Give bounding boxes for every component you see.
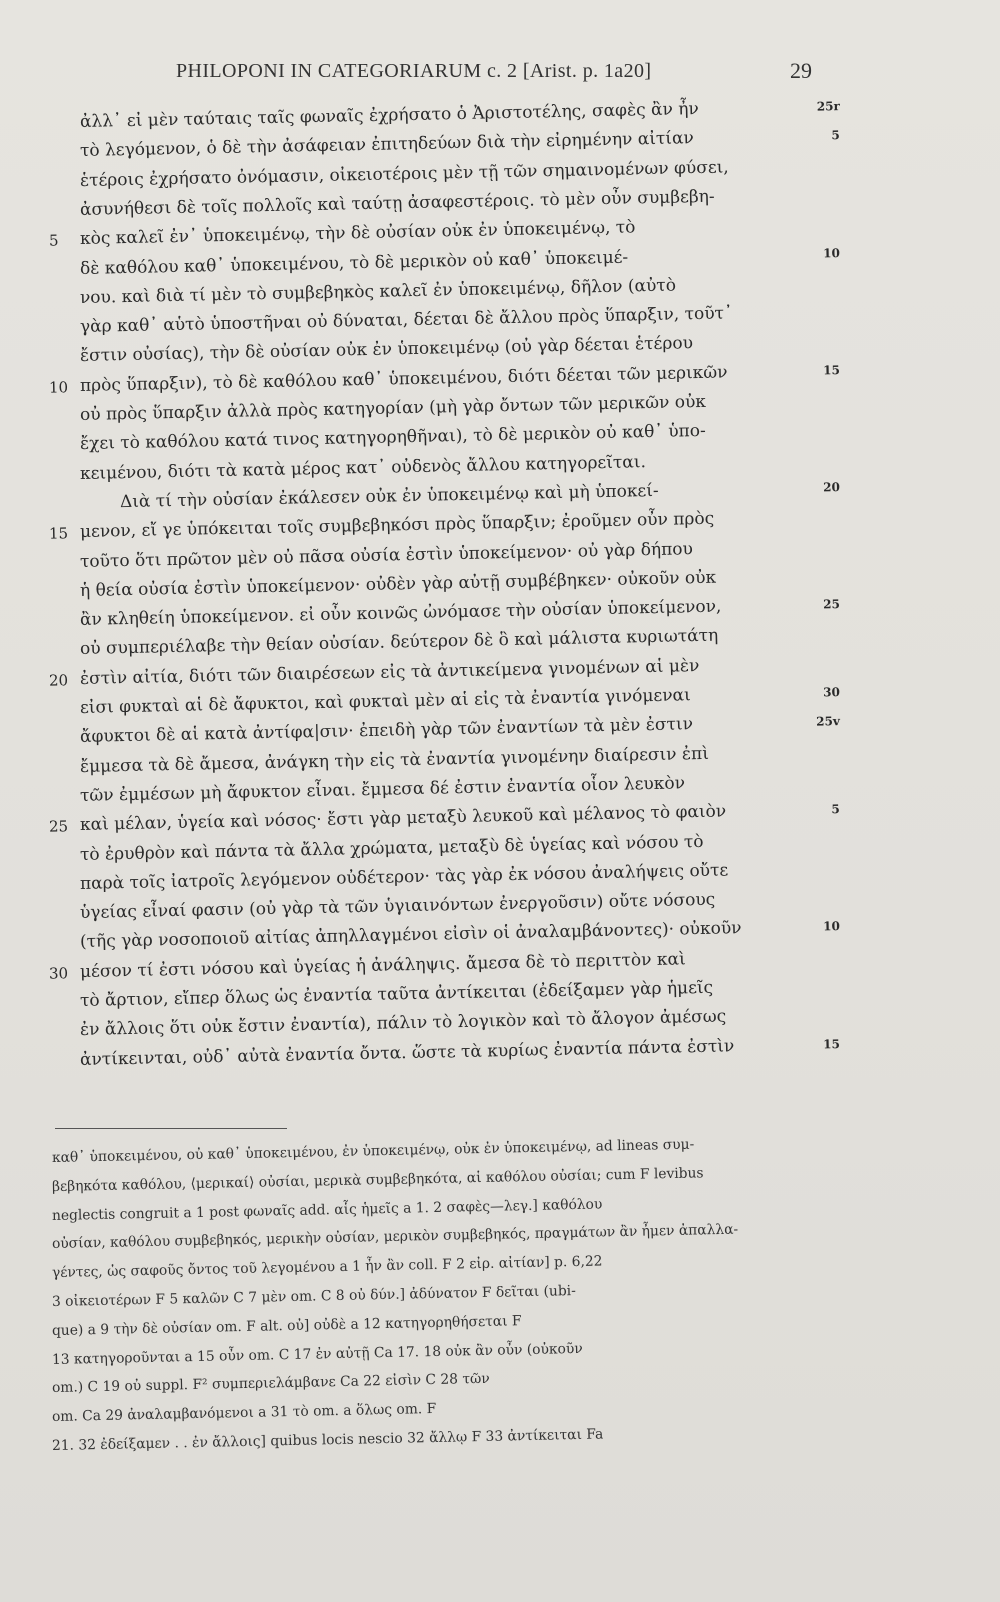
line-number-right: 30 bbox=[822, 685, 840, 700]
text-line bbox=[80, 829, 820, 864]
text-line-content: ἔμμεσα τὰ δὲ ἄμεσα, ἀνάγκη τὴν εἰς τὰ ἐναντία γινομένην διαίρεσιν ἐπὶ bbox=[79, 743, 710, 777]
text-line-content: οὐ συμπεριέλαβε τὴν θείαν οὐσίαν. δεύτερον δὲ ὃ καὶ μάλιστα κυριωτάτη bbox=[79, 626, 719, 660]
text-line-content: ἀλλ᾽ εἰ μὲν ταύταις ταῖς φωναῖς ἐχρήσατο ὁ Ἀριστοτέλης, σαφὲς ἂν ἦν bbox=[79, 99, 699, 132]
text-line bbox=[79, 917, 840, 953]
text-line bbox=[79, 97, 840, 132]
text-line-content: ἄφυκτοι δὲ αἱ κατὰ ἀντίφα|σιν· ἐπειδὴ γὰρ τῶν ἐναντίων τὰ μὲν ἐστιν bbox=[79, 714, 694, 748]
line-number-right: 25r bbox=[816, 99, 840, 114]
text-line bbox=[80, 419, 820, 454]
apparatus-line: neglectis congruit a 1 post φωναῖς add. αἷς ἡμεῖς a 1. 2 σαφὲς—λεγ.] καθόλου bbox=[51, 1196, 603, 1224]
line-number-right: 5 bbox=[831, 802, 840, 817]
text-line-content: κειμένου, διότι τὰ κατὰ μέρος κατ᾽ οὐδενὸς ἄλλου κατηγορεῖται. bbox=[79, 451, 647, 484]
line-number-left: 30 bbox=[48, 963, 69, 983]
apparatus-line: que) a 9 τὴν δὲ οὐσίαν om. F alt. οὐ] οὐδὲ a 12 κατηγορηθήσεται F bbox=[51, 1312, 522, 1339]
text-line-content: ἀντίκεινται, οὐδ᾽ αὐτὰ ἐναντία ὄντα. ὥστε τὰ κυρίως ἐναντία πάντα ἐστὶν bbox=[79, 1035, 735, 1070]
apparatus-line: 3 οἰκειοτέρων F 5 καλῶν C 7 μὲν om. C 8 οὐ δύν.] ἀδύνατον F δεῖται (ubi- bbox=[51, 1283, 576, 1310]
text-line bbox=[80, 302, 820, 337]
line-number-right: 10 bbox=[822, 245, 840, 260]
text-line bbox=[80, 888, 820, 923]
text-line bbox=[80, 770, 820, 805]
text-line-content: εἰσι φυκταὶ αἱ δὲ ἄφυκτοι, καὶ φυκταὶ μὲν αἱ εἰς τὰ ἐναντία γινόμεναι bbox=[79, 685, 691, 718]
text-line-content: ἐν ἄλλοις ὅτι οὐκ ἔστιν ἐναντία), πάλιν τὸ λογικὸν καὶ τὸ ἄλογον ἀμέσως bbox=[79, 1006, 727, 1041]
text-line-content: ἐστὶν αἰτία, διότι τῶν διαιρέσεων εἰς τὰ ἀντικείμενα γινομένων αἱ μὲν bbox=[79, 655, 700, 689]
text-line-content: τοῦτο ὅτι πρῶτον μὲν οὐ πᾶσα οὐσία ἐστὶν ὑποκείμενον· οὐ γὰρ δήπου bbox=[79, 538, 694, 572]
text-line-content: (τῆς γὰρ νοσοποιοῦ αἰτίας ἀπηλλαγμένοι εἰσὶν οἱ ἀναλαμβάνοντες)· οὐκοῦν bbox=[79, 918, 742, 953]
text-line bbox=[48, 800, 840, 836]
text-line bbox=[80, 536, 820, 571]
apparatus-line: 13 κατηγοροῦνται a 15 οὖν om. C 17 ἐν αὐτῇ Ca 17. 18 οὐκ ἂν οὖν (οὐκοῦν bbox=[51, 1340, 583, 1368]
line-number-right: 15 bbox=[822, 1036, 840, 1052]
text-line-content: ὑγείας εἶναί φασιν (οὐ γὰρ τὰ τῶν ὑγιαινόντων ἐνεργοῦσιν) οὔτε νόσους bbox=[79, 889, 716, 924]
apparatus-line: γέντες, ὡς σαφοῦς ὄντος τοῦ λεγομένου a 1 ἦν ἂν coll. F 2 εἰρ. αἰτίαν] p. 6,22 bbox=[51, 1253, 603, 1282]
apparatus-line: βεβηκότα καθόλου, ⟨μερικαί⟩ οὐσίαι, μερικὰ συμβεβηκότα, αἱ καθόλου οὐσίαι; cum F levibus bbox=[51, 1165, 704, 1195]
text-line bbox=[80, 272, 820, 307]
text-line bbox=[80, 624, 820, 659]
text-line bbox=[80, 448, 820, 483]
text-line-content: ἡ θεία οὐσία ἐστὶν ὑποκείμενον· οὐδὲν γὰρ αὐτῇ συμβέβηκεν· οὐκοῦν οὐκ bbox=[79, 567, 717, 601]
text-line bbox=[80, 184, 820, 219]
line-number-right: 5 bbox=[831, 128, 840, 143]
text-line bbox=[79, 595, 840, 631]
footnote-rule bbox=[55, 1128, 287, 1129]
line-number-left: 25 bbox=[48, 817, 69, 836]
text-line bbox=[48, 946, 820, 983]
text-line bbox=[80, 1005, 820, 1040]
line-number-right: 20 bbox=[822, 479, 840, 495]
line-number-left: 20 bbox=[48, 670, 69, 690]
apparatus-line: om.) C 19 οὐ suppl. F² συμπεριελάμβανε Ca 22 εἰσὶν C 28 τῶν bbox=[51, 1371, 490, 1397]
running-title: PHILOPONI IN CATEGORIARUM c. 2 [Arist. p. 1a20] bbox=[176, 60, 652, 82]
text-line bbox=[80, 477, 840, 513]
text-line bbox=[48, 214, 820, 250]
page-number: 29 bbox=[790, 58, 812, 83]
text-line-content: δὲ καθόλου καθ᾽ ὑποκειμένου, τὸ δὲ μερικὸν οὐ καθ᾽ ὑποκειμέ- bbox=[79, 247, 629, 279]
text-line-content: τῶν ἐμμέσων μὴ ἄφυκτον εἶναι. ἔμμεσα δέ ἐστιν ἐναντία οἷον λευκὸν bbox=[79, 773, 686, 806]
text-line bbox=[79, 1034, 840, 1070]
text-line bbox=[79, 712, 840, 748]
text-line bbox=[80, 155, 820, 190]
text-line-content: μέσον τί ἐστι νόσου καὶ ὑγείας ἡ ἀνάληψις. ἄμεσα δὲ τὸ περιττὸν καὶ bbox=[79, 949, 686, 982]
text-line-content: πρὸς ὕπαρξιν), τὸ δὲ καθόλου καθ᾽ ὑποκειμένου, διότι δέεται τῶν μερικῶν bbox=[79, 362, 728, 396]
line-number-right: 10 bbox=[822, 919, 840, 934]
line-number-right: 25v bbox=[816, 714, 840, 729]
text-line bbox=[79, 243, 840, 279]
text-line-content: οὐ πρὸς ὕπαρξιν ἀλλὰ πρὸς κατηγορίαν (μὴ γὰρ ὄντων τῶν μερικῶν οὐκ bbox=[79, 391, 707, 425]
line-number-left: 5 bbox=[48, 231, 59, 250]
text-line bbox=[79, 126, 840, 162]
text-line-content: κὸς καλεῖ ἐν᾽ ὑποκειμένῳ, τὴν δὲ οὐσίαν οὐκ ἐν ὑποκειμένῳ, τὸ bbox=[79, 217, 636, 250]
line-number-left: 10 bbox=[48, 377, 69, 397]
text-line-content: ἂν κληθείη ὑποκείμενον. εἰ οὖν κοινῶς ὠνόμασε τὴν οὐσίαν ὑποκείμενον, bbox=[79, 596, 722, 631]
line-number-right: 25 bbox=[822, 597, 840, 612]
text-line-content: καὶ μέλαν, ὑγεία καὶ νόσος· ἔστι γὰρ μεταξὺ λευκοῦ καὶ μέλανος τὸ φαιὸν bbox=[79, 801, 727, 836]
line-number-left: 15 bbox=[48, 524, 69, 543]
text-line-content: ἀσυνήθεσι δὲ τοῖς πολλοῖς καὶ ταύτῃ ἀσαφεστέροις. τὸ μὲν οὖν συμβεβη- bbox=[79, 186, 715, 220]
text-line-content: γὰρ καθ᾽ αὑτὸ ὑποστῆναι οὐ δύναται, δέεται δὲ ἄλλου πρὸς ὕπαρξιν, τοῦτ᾽ bbox=[79, 303, 733, 338]
text-line bbox=[80, 976, 820, 1011]
text-line-content: τὸ ἐρυθρὸν καὶ πάντα τὰ ἄλλα χρώματα, μεταξὺ δὲ ὑγείας καὶ νόσου τὸ bbox=[79, 831, 704, 865]
text-line bbox=[80, 331, 820, 366]
text-line-content: ἔχει τὸ καθόλου κατά τινος κατηγορηθῆναι), τὸ δὲ μερικὸν οὐ καθ᾽ ὑπο- bbox=[79, 421, 706, 455]
text-line-content: τὸ λεγόμενον, ὁ δὲ τὴν ἀσάφειαν ἐπιτηδεύων διὰ τὴν εἰρημένην αἰτίαν bbox=[79, 128, 694, 162]
text-line-content: Διὰ τί τὴν οὐσίαν ἐκάλεσεν οὐκ ἐν ὑποκειμένῳ καὶ μὴ ὑποκεί- bbox=[119, 480, 659, 513]
text-line bbox=[80, 565, 820, 600]
text-line bbox=[80, 858, 820, 893]
text-line bbox=[80, 741, 820, 776]
apparatus-line: om. Ca 29 ἀναλαμβανόμενοι a 31 τὸ om. a ὅλως om. F bbox=[51, 1401, 437, 1426]
text-line-content: ἔστιν οὐσίας), τὴν δὲ οὐσίαν οὐκ ἐν ὑποκειμένῳ (οὐ γὰρ δέεται ἑτέρου bbox=[79, 333, 694, 367]
text-line-content: μενον, εἴ γε ὑπόκειται τοῖς συμβεβηκόσι πρὸς ὕπαρξιν; ἐροῦμεν οὖν πρὸς bbox=[79, 508, 715, 543]
text-line bbox=[48, 507, 820, 543]
text-line bbox=[79, 683, 840, 718]
line-number-right: 15 bbox=[822, 362, 840, 378]
text-line bbox=[80, 390, 820, 425]
text-line-content: παρὰ τοῖς ἰατροῖς λεγόμενον οὐδέτερον· τὰς γὰρ ἐκ νόσου ἀναλήψεις οὔτε bbox=[79, 860, 729, 894]
text-line bbox=[48, 653, 820, 690]
apparatus-line: 21. 32 ἐδείξαμεν . . ἐν ἄλλοις] quibus locis nescio 32 ἄλλῳ F 33 ἀντίκειται Fa bbox=[51, 1426, 604, 1454]
apparatus-line: καθ᾽ ὑποκειμένου, οὐ καθ᾽ ὑποκειμένου, ἐν ὑποκειμένῳ, οὐκ ἐν ὑποκειμένῳ, ad lineas συμ- bbox=[51, 1136, 695, 1166]
apparatus-line: οὐσίαν, καθόλου συμβεβηκός, μερικὴν οὐσίαν, μερικὸν συμβεβηκός, πραγμάτων ἂν ἦμεν ἀπαλλα- bbox=[51, 1222, 739, 1253]
text-line bbox=[48, 360, 840, 397]
text-line-content: ἑτέροις ἐχρήσατο ὀνόμασιν, οἰκειοτέροις μὲν τῇ τῶν σημαινομένων φύσει, bbox=[79, 157, 729, 191]
text-line-content: τὸ ἄρτιον, εἴπερ ὅλως ὡς ἐναντία ταῦτα ἀντίκειται (ἐδείξαμεν γὰρ ἡμεῖς bbox=[79, 977, 714, 1011]
text-line-content: νου. καὶ διὰ τί μὲν τὸ συμβεβηκὸς καλεῖ ἐν ὑποκειμένῳ, δῆλον (αὐτὸ bbox=[79, 275, 677, 308]
